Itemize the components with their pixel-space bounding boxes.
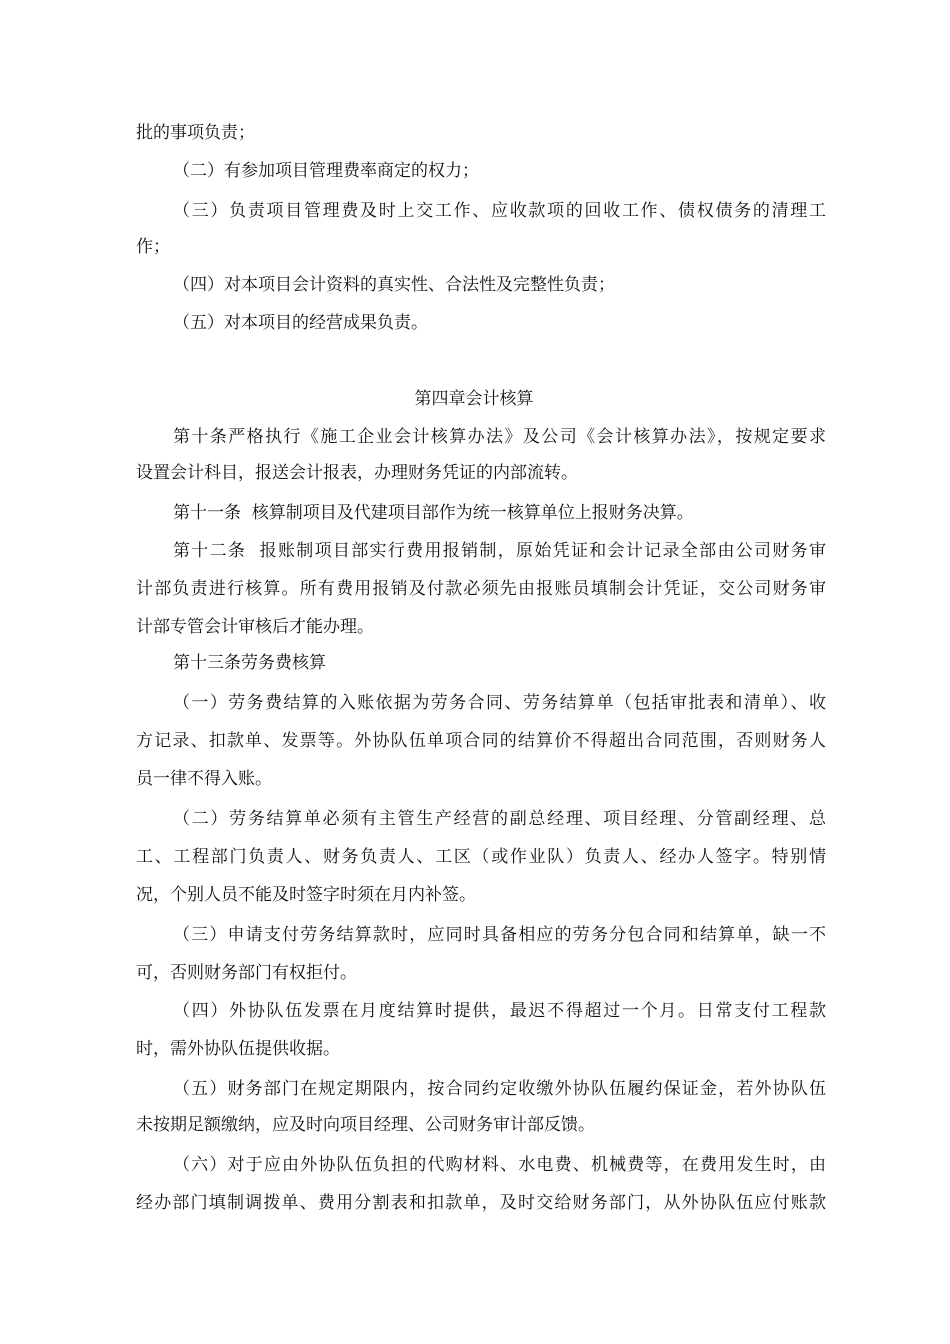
paragraph-line: 可，否则财务部门有权拒付。: [136, 963, 357, 983]
article-13: 第十三条劳务费核算: [173, 653, 326, 673]
list-item-3: （三）申请支付劳务结算款时，应同时具备相应的劳务分包合同和结算单，缺一不: [173, 925, 826, 945]
paragraph-line: 批的事项负责；: [136, 123, 255, 143]
list-item-4: （四）对本项目会计资料的真实性、合法性及完整性负责；: [173, 275, 615, 295]
paragraph-line: 方记录、扣款单、发票等。外协队伍单项合同的结算价不得超出合同范围，否则财务人: [136, 731, 826, 751]
list-item-4: （四）外协队伍发票在月度结算时提供，最迟不得超过一个月。日常支付工程款: [173, 1001, 826, 1021]
paragraph-line: 时，需外协队伍提供收据。: [136, 1039, 340, 1059]
paragraph-line: 作；: [136, 237, 170, 257]
list-item-5: （五）对本项目的经营成果负责。: [173, 313, 428, 333]
article-10: 第十条严格执行《施工企业会计核算办法》及公司《会计核算办法》，按规定要求: [173, 427, 826, 447]
chapter-heading: 第四章会计核算: [414, 389, 534, 409]
paragraph-line: 员一律不得入账。: [136, 769, 272, 789]
list-item-1: （一）劳务费结算的入账依据为劳务合同、劳务结算单（包括审批表和清单）、收: [173, 693, 826, 713]
list-item-2: （二）有参加项目管理费率商定的权力；: [173, 161, 479, 181]
list-item-3: （三）负责项目管理费及时上交工作、应收款项的回收工作、债权债务的清理工: [173, 201, 826, 221]
paragraph-line: 工、工程部门负责人、财务负责人、工区（或作业队）负责人、经办人签字。特别情: [136, 847, 826, 867]
paragraph-line: 经办部门填制调拨单、费用分割表和扣款单，及时交给财务部门，从外协队伍应付账款: [136, 1193, 826, 1213]
list-item-2: （二）劳务结算单必须有主管生产经营的副总经理、项目经理、分管副经理、总: [173, 809, 826, 829]
paragraph-line: 计部专管会计审核后才能办理。: [136, 617, 374, 637]
paragraph-line: 设置会计科目，报送会计报表，办理财务凭证的内部流转。: [136, 463, 578, 483]
list-item-6: （六）对于应由外协队伍负担的代购材料、水电费、机械费等，在费用发生时，由: [173, 1155, 826, 1175]
paragraph-line: 未按期足额缴纳，应及时向项目经理、公司财务审计部反馈。: [136, 1115, 595, 1135]
paragraph-line: 况，个别人员不能及时签字时须在月内补签。: [136, 885, 476, 905]
paragraph-line: 计部负责进行核算。所有费用报销及付款必须先由报账员填制会计凭证，交公司财务审: [136, 579, 826, 599]
list-item-5: （五）财务部门在规定期限内，按合同约定收缴外协队伍履约保证金，若外协队伍: [173, 1079, 826, 1099]
article-11: 第十一条 核算制项目及代建项目部作为统一核算单位上报财务决算。: [173, 503, 694, 523]
article-12: 第十二条 报账制项目部实行费用报销制，原始凭证和会计记录全部由公司财务审: [173, 541, 826, 561]
